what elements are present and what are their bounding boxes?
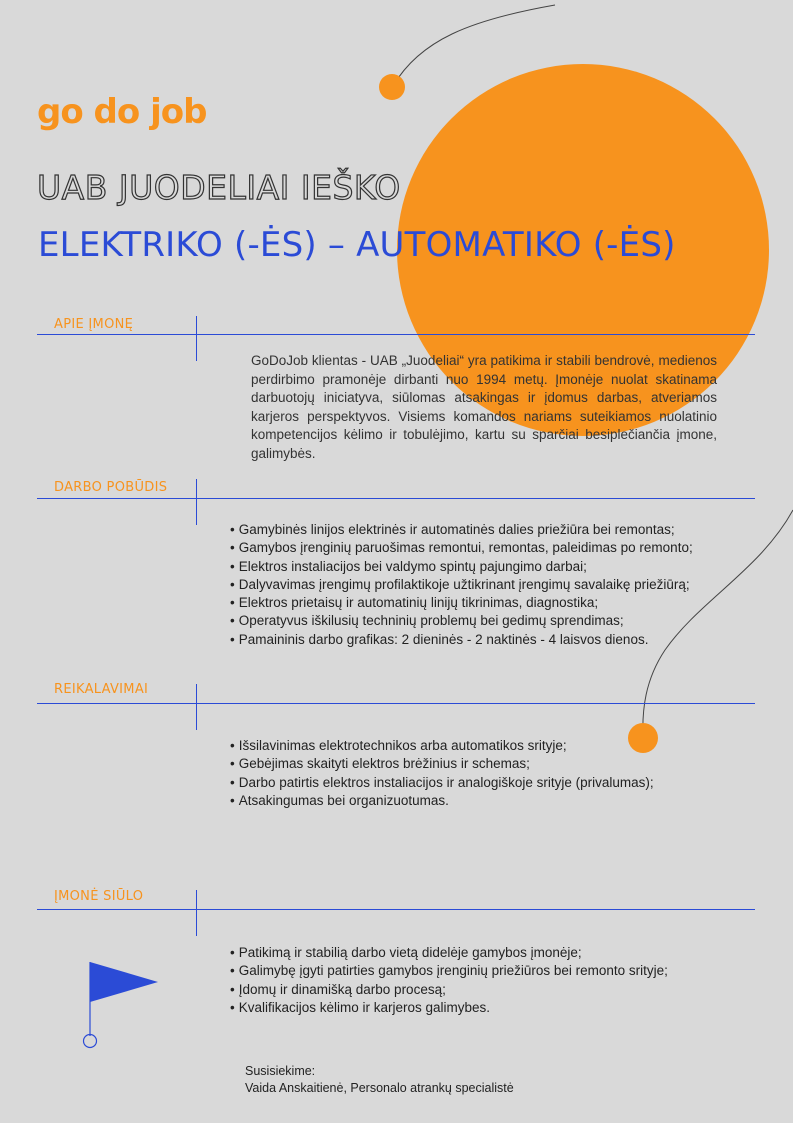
small-orange-dot-top (379, 74, 405, 100)
company-logo: go do job (37, 92, 207, 132)
section-label-duties: DARBO POBŪDIS (54, 480, 168, 495)
list-item: • Darbo patirtis elektros instaliacijos ir analogiškoje srityje (privalumas); (230, 774, 654, 792)
list-item: • Gamybinės linijos elektrinės ir automatinės dalies priežiūra bei remontas; (230, 521, 693, 539)
list-item: • Galimybę įgyti patirties gamybos įrenginių priežiūros bei remonto srityje; (230, 962, 668, 980)
contact-heading: Susisiekime: (245, 1064, 316, 1078)
section-marker-about (196, 316, 197, 361)
section-label-about: APIE ĮMONĘ (54, 317, 134, 332)
offer-list (230, 944, 668, 1017)
contact-person: Vaida Anskaitienė, Personalo atrankų specialistė (245, 1081, 514, 1095)
list-item: • Kvalifikacijos kėlimo ir karjeros galimybes. (230, 999, 668, 1017)
section-divider-offer (37, 909, 755, 910)
section-divider-requirements (37, 703, 755, 704)
flag-icon (78, 958, 162, 1052)
list-item: • Patikimą ir stabilią darbo vietą didelėje gamybos įmonėje; (230, 944, 668, 962)
list-item: • Elektros prietaisų ir automatinių linijų tikrinimas, diagnostika; (230, 594, 693, 612)
list-item: • Elektros instaliacijos bei valdymo spintų pajungimo darbai; (230, 558, 693, 576)
header-line1: UAB JUODELIAI IEŠKO (37, 168, 401, 207)
list-item: • Įdomų ir dinamišką darbo procesą; (230, 981, 668, 999)
section-divider-about (37, 334, 755, 335)
about-text: GoDoJob klientas - UAB „Juodeliai“ yra patikima ir stabili bendrovė, medienos perdirbimo pramonėje dirbanti nuo 1994 metų. Įmonėje nuolat skatinama darbuotojų iniciatyva, siūlomas atsakingas ir įdomus darbas, atveriamos karjeros perspektyvos. Visiems komandos nariams suteikiamos nuolatinio kompetencijos kėlimo ir tobulėjimo, kartu su sparčiai besiplečiančia įmone, galimybės. (251, 353, 717, 461)
section-label-requirements: REIKALAVIMAI (54, 682, 149, 697)
section-marker-requirements (196, 684, 197, 730)
list-item: • Gebėjimas skaityti elektros brėžinius ir schemas; (230, 755, 654, 773)
list-item: • Atsakingumas bei organizuotumas. (230, 792, 654, 810)
header-line2: ELEKTRIKO (-ĖS) – AUTOMATIKO (-ĖS) (38, 225, 676, 265)
duties-list (230, 521, 693, 649)
section-divider-duties (37, 498, 755, 499)
requirements-list (230, 737, 654, 810)
list-item: • Dalyvavimas įrengimų profilaktikoje užtikrinant įrengimų savalaikę priežiūrą; (230, 576, 693, 594)
list-item: • Išsilavinimas elektrotechnikos arba automatikos srityje; (230, 737, 654, 755)
section-marker-duties (196, 479, 197, 525)
list-item: • Gamybos įrenginių paruošimas remontui, remontas, paleidimas po remonto; (230, 539, 693, 557)
list-item: • Pamaininis darbo grafikas: 2 dieninės - 2 naktinės - 4 laisvos dienos. (230, 631, 693, 649)
list-item: • Operatyvus iškilusių techninių problemų bei gedimų sprendimas; (230, 612, 693, 630)
section-label-offer: ĮMONĖ SIŪLO (54, 889, 144, 904)
section-marker-offer (196, 890, 197, 936)
contact-block (245, 1063, 514, 1097)
